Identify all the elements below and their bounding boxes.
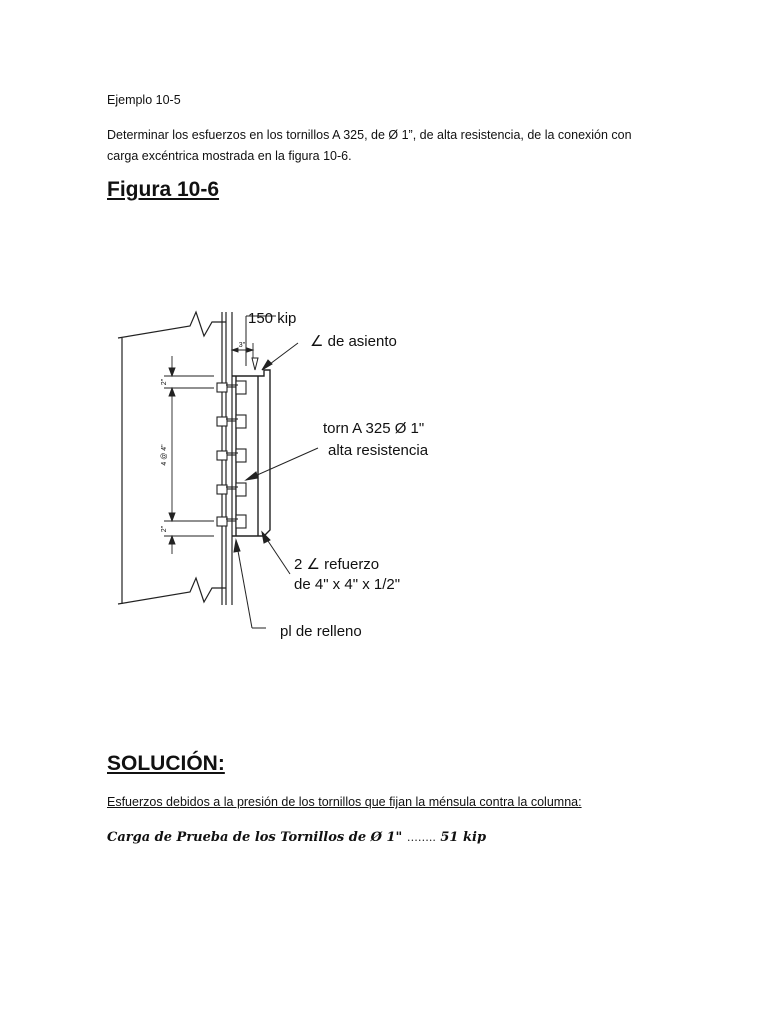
solution-title: SOLUCIÓN: [107,752,225,775]
proof-load-formula [107,830,486,845]
load-label: 150 kip [248,310,297,327]
filler-plate-label: pl de relleno [280,623,362,640]
dim-middle-label: 4 @ 4" [161,444,168,466]
column-drawing [118,312,232,605]
dim-top-label: 2" [161,378,168,386]
vertical-dimensions [164,356,214,554]
seat-angle-label: ∠ de asiento [310,333,397,350]
stiffener-label-line-2: de 4" x 4" x 1/2" [294,576,401,593]
eccentricity-label: 3" [238,342,246,349]
formula-value: 51 kip [440,830,487,845]
bolts-label-line-2: alta resistencia [328,442,429,459]
solution-subtitle: Esfuerzos debidos a la presión de los tornillos que fijan la ménsula contra la columna: [107,795,582,809]
example-label: Ejemplo 10-5 [107,93,181,107]
intro-line-2: carga excéntrica mostrada en la figura 10-6. [107,149,352,163]
formula-label: Carga de Prueba de los Tornillos de Ø 1" [107,830,403,845]
bolts-label-line-1: torn A 325 Ø 1" [323,420,425,437]
formula-dots: …….. [406,831,436,844]
stiffener-label-line-1: 2 ∠ refuerzo [294,556,380,573]
intro-line-1: Determinar los esfuerzos en los tornillos A 325, de Ø 1”, de alta resistencia, de la conexión con [107,128,632,142]
dim-bottom-label: 2" [161,525,168,533]
figure-title: Figura 10-6 [107,178,220,201]
